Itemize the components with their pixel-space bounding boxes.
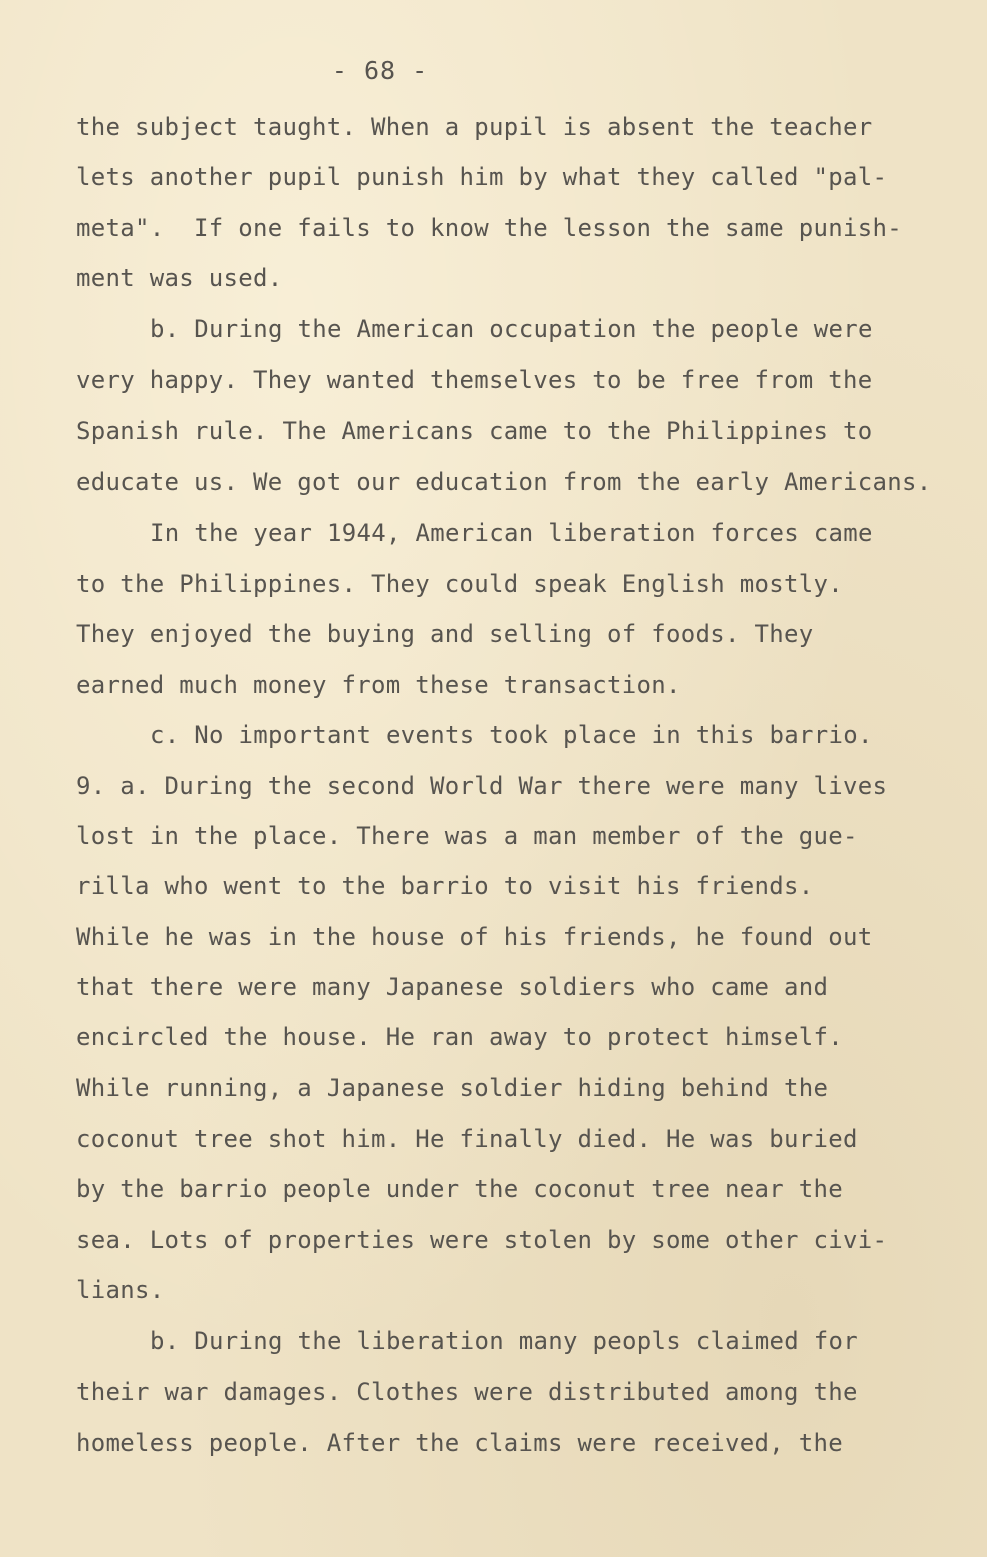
text-line: earned much money from these transaction. [76,671,681,699]
text-line: their war damages. Clothes were distributed among the [76,1378,858,1406]
text-line: homeless people. After the claims were received, the [76,1429,843,1457]
text-line: While he was in the house of his friends, he found out [76,923,873,951]
text-line: the subject taught. When a pupil is absent the teacher [76,113,873,141]
text-line: lets another pupil punish him by what they called "pal- [76,163,888,191]
text-line: meta". If one fails to know the lesson the same punish- [76,214,902,242]
text-line: c. No important events took place in this barrio. [150,721,873,749]
text-line: to the Philippines. They could speak English mostly. [76,570,843,598]
text-line: encircled the house. He ran away to protect himself. [76,1023,843,1051]
text-line: that there were many Japanese soldiers who came and [76,973,829,1001]
text-line: very happy. They wanted themselves to be free from the [76,366,873,394]
text-line: educate us. We got our education from the early Americans. [76,468,932,496]
text-line: sea. Lots of properties were stolen by some other civi- [76,1226,888,1254]
text-line: lians. [76,1276,165,1304]
text-line: Spanish rule. The Americans came to the Philippines to [76,417,873,445]
text-line: While running, a Japanese soldier hiding behind the [76,1074,829,1102]
text-line: rilla who went to the barrio to visit his friends. [76,872,814,900]
page-number: - 68 - [331,56,429,85]
text-line: ment was used. [76,264,283,292]
text-line: b. During the liberation many peopls claimed for [150,1327,858,1355]
text-line: They enjoyed the buying and selling of foods. They [76,620,814,648]
text-line: 9. a. During the second World War there were many lives [76,772,888,800]
text-line: coconut tree shot him. He finally died. He was buried [76,1125,858,1153]
text-line: In the year 1944, American liberation forces came [150,519,873,547]
text-line: lost in the place. There was a man member of the gue- [76,822,858,850]
text-line: by the barrio people under the coconut tree near the [76,1175,843,1203]
text-line: b. During the American occupation the people were [150,315,873,343]
